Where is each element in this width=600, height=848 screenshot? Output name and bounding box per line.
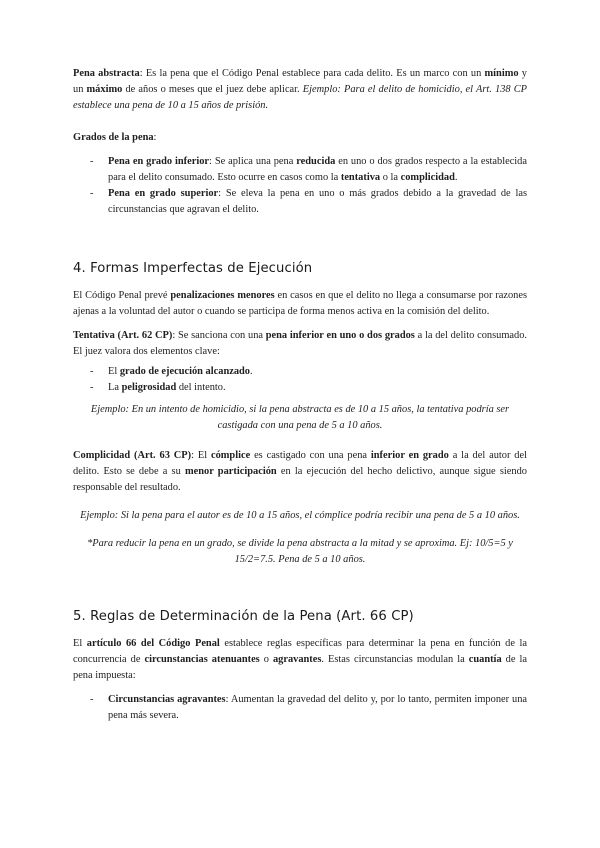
text: El [108,366,120,377]
text: a la del autor del delito. Esto se debe a su [73,450,527,477]
bold-text: Circunstancias agravantes [108,694,226,705]
dash: - [90,382,94,393]
tentativa-list [73,364,527,396]
list-item [73,186,527,218]
text: del intento. [176,382,226,393]
text: de la pena impuesta: [73,654,527,681]
text: El [73,638,87,649]
text: o [259,654,273,665]
list-item [73,154,527,186]
bold-text: Pena en grado superior [108,188,219,199]
bold-text: máximo [86,84,123,95]
dash: - [90,366,94,377]
text: La [108,382,122,393]
text: : Se sanciona con una [172,330,266,341]
section-4-intro [73,288,527,320]
bold-text: agravantes [272,654,322,665]
dash: - [90,156,94,167]
list-item [73,380,527,396]
text: en uno o dos grados respecto a la establecida para el delito consumado. Esto ocurre en casos como la [108,156,527,183]
bold-text: artículo 66 del Código Penal [86,638,220,649]
dash: - [90,188,94,199]
grados-list [73,154,527,218]
bold-text: pena inferior en uno o dos grados [265,330,415,341]
text: en casos en que el delito no llega a consumarse por razones ajenas a la voluntad del autor o cuando se participa de forma menos activa en la comisión del delito. [73,290,527,317]
document-page [73,66,527,724]
bold-text: reducida [296,156,336,167]
text: de años o meses que el juez debe aplicar. [122,84,303,95]
bold-text: cuantía [468,654,502,665]
pena-abstracta-paragraph [73,66,527,114]
pena-abstracta-term: Pena abstracta [73,68,140,79]
text: y un [73,68,527,95]
text: . Estas circunstancias modulan la [321,654,469,665]
text: es castigado con una pena [250,450,371,461]
text: o la [380,172,401,183]
section-5-list [73,692,527,724]
bold-text: complicidad [400,172,455,183]
example-text: Ejemplo: Para el delito de homicidio, el Art. 138 CP establece una pena de 10 a 15 años de prisión. [73,84,527,111]
text: : El [191,450,211,461]
bold-text: inferior en grado [370,450,449,461]
bold-text: Complicidad (Art. 63 CP) [73,450,192,461]
bold-text: circunstancias atenuantes [144,654,260,665]
text: : Aumentan la gravedad del delito y, por lo tanto, permiten imponer una pena más severa. [108,694,527,721]
text: a la del delito consumado. El juez valora dos elementos clave: [73,330,528,357]
list-item [73,364,527,380]
text: establece reglas específicas para determinar la pena en función de la concurrencia de [73,638,527,665]
text: : Se aplica una pena [209,156,297,167]
bold-text: cómplice [210,450,251,461]
text: El Código Penal prevé [73,290,171,301]
section-5-title: 5. Reglas de Determinación de la Pena (Art. 66 CP) [73,609,414,624]
text: : [153,132,157,143]
bold-text: mínimo [484,68,519,79]
text: . [250,366,253,377]
tentativa-paragraph [73,328,527,360]
bold-text: penalizaciones menores [170,290,275,301]
text: en la ejecución del hecho delictivo, aunque sigue siendo responsable del resultado. [73,466,527,493]
dash: - [90,694,94,705]
complicidad-example: Ejemplo: Si la pena para el autor es de 10 a 15 años, el cómplice podría recibir una pena de 5 a 10 años. [80,510,520,521]
bold-text: peligrosidad [121,382,177,393]
bold-text: Grados de la pena [73,132,154,143]
grados-heading [73,130,527,146]
reduction-note: *Para reducir la pena en un grado, se divide la pena abstracta a la mitad y se aproxima. Ej: 10/5=5 y 15/2=7.5. Pena de 5 a 10 años. [87,538,513,565]
bold-text: grado de ejecución alcanzado [119,366,251,377]
text: : Se eleva la pena en uno o más grados debido a la gravedad de las circunstancias que agravan el delito. [108,188,527,215]
text: : Es la pena que el Código Penal establece para cada delito. Es un marco con un [139,68,485,79]
section-4-title: 4. Formas Imperfectas de Ejecución [73,261,313,276]
bold-text: Pena en grado inferior [108,156,210,167]
text: . [454,172,458,183]
section-5-intro [73,636,527,684]
bold-text: Tentativa (Art. 62 CP) [73,330,173,341]
tentativa-example: Ejemplo: En un intento de homicidio, si la pena abstracta es de 10 a 15 años, la tentativa podría ser castigada con una pena de 5 a 10 años. [90,404,510,431]
bold-text: tentativa [340,172,381,183]
list-item [73,692,527,724]
bold-text: menor participación [184,466,277,477]
complicidad-paragraph [73,448,527,496]
